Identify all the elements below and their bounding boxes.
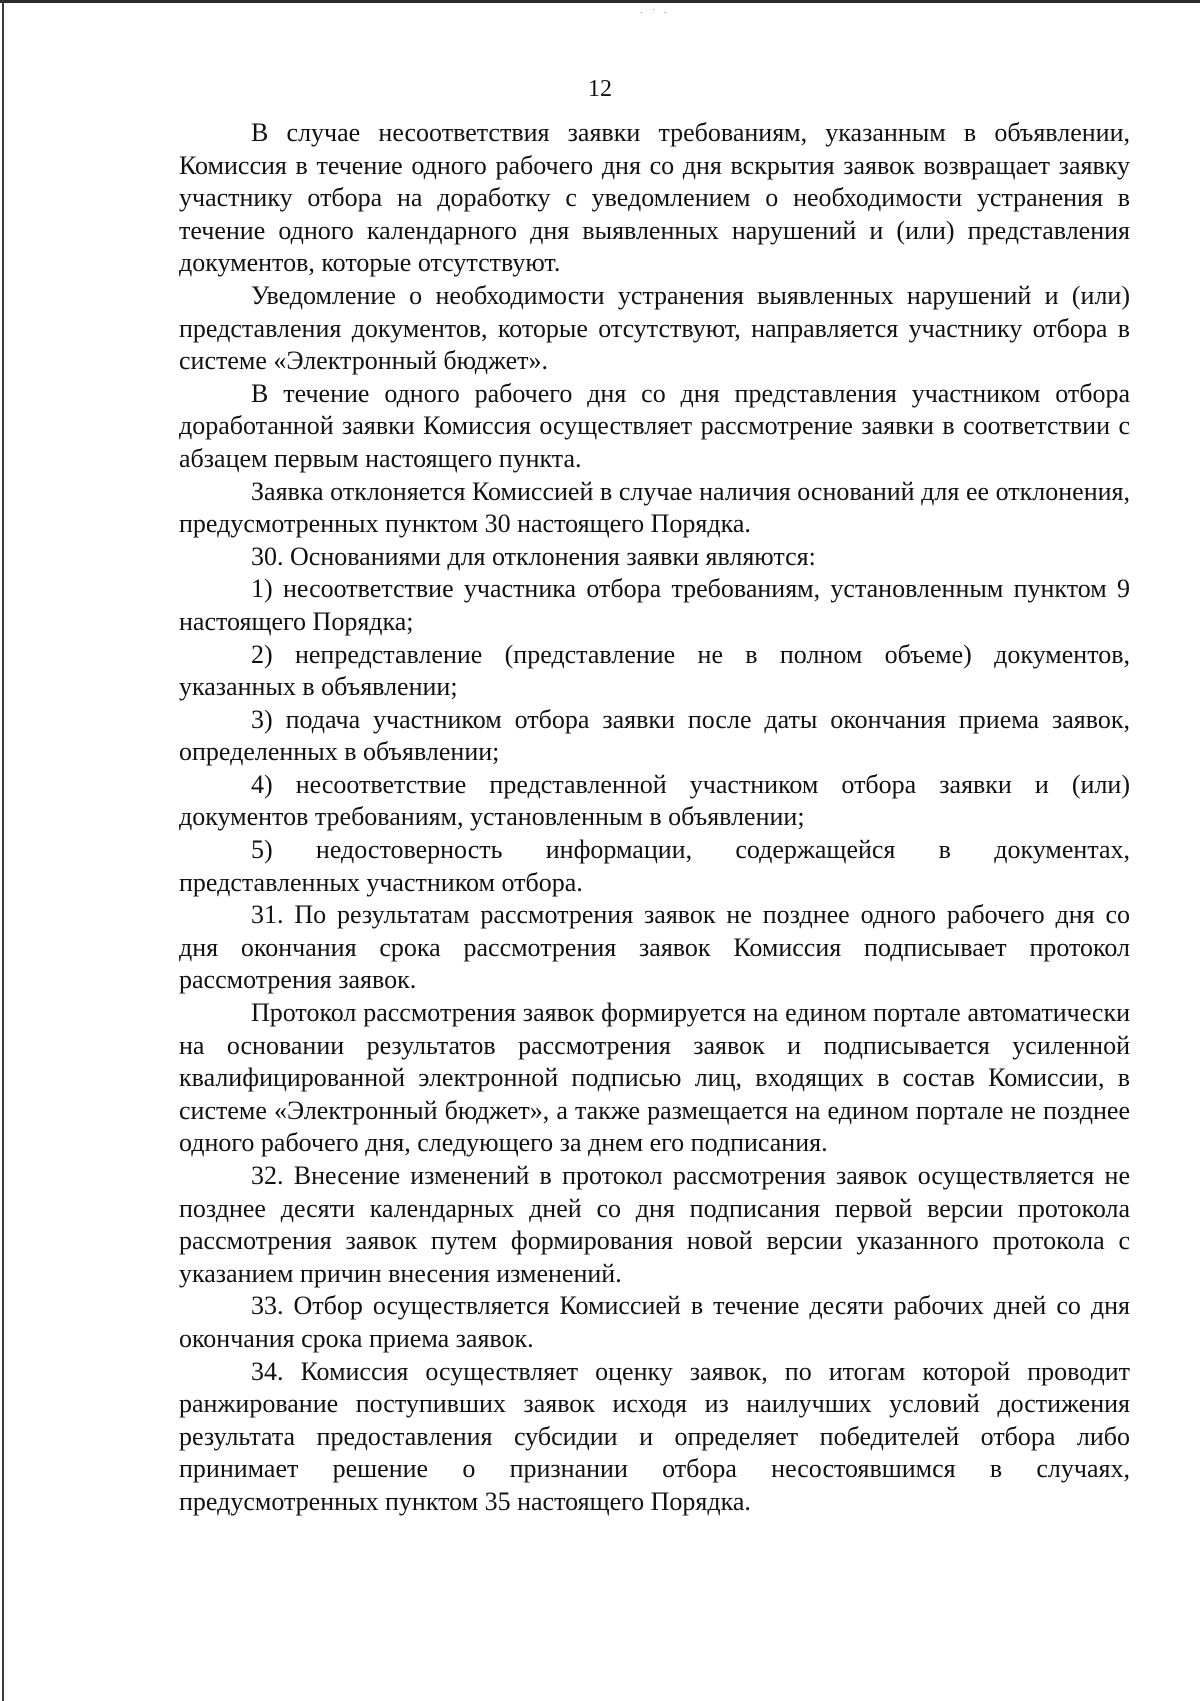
paragraph: 2) непредставление (представление не в полном объеме) документов, указанных в объявлении; (179, 639, 1130, 702)
paragraph: 3) подача участником отбора заявки после даты окончания приема заявок, определенных в объявлении; (179, 704, 1130, 767)
document-body (179, 117, 1130, 1519)
paragraph: 4) несоответствие представленной участником отбора заявки и (или) документов требованиям, установленным в объявлении; (179, 769, 1130, 832)
paragraph: 32. Внесение изменений в протокол рассмотрения заявок осуществляется не позднее десяти календарных дней со дня подписания первой версии протокола рассмотрения заявок путем формирования новой версии указанного протокола с указанием причин внесения изменений. (179, 1161, 1130, 1288)
paragraph: Заявка отклоняется Комиссией в случае наличия оснований для ее отклонения, предусмотренных пунктом 30 настоящего Порядка. (179, 476, 1130, 539)
paragraph: 31. По результатам рассмотрения заявок не позднее одного рабочего дня со дня окончания срока рассмотрения заявок Комиссия подписывает протокол рассмотрения заявок. (179, 900, 1130, 995)
paragraph: В случае несоответствия заявки требованиям, указанным в объявлении, Комиссия в течение одного рабочего дня со дня вскрытия заявок возвращает заявку участнику отбора на доработку с уведомлением о необходимости устранения в течение одного календарного дня выявленных нарушений и (или) представления документов, которые отсутствуют. (179, 118, 1130, 278)
scan-border-left (2, 0, 4, 1701)
scan-specks: · ˙ · (640, 8, 670, 19)
page-number: 12 (588, 76, 612, 102)
paragraph: Протокол рассмотрения заявок формируется на едином портале автоматически на основании результатов рассмотрения заявок и подписывается усиленной квалифицированной электронной подписью лиц, входящих в состав Комиссии, в системе «Электронный бюджет», а также размещается на едином портале не позднее одного рабочего дня, следующего за днем его подписания. (179, 998, 1130, 1158)
paragraph: Уведомление о необходимости устранения выявленных нарушений и (или) представления документов, которые отсутствуют, направляется участнику отбора в системе «Электронный бюджет». (179, 280, 1130, 376)
paragraph: 33. Отбор осуществляется Комиссией в течение десяти рабочих дней со дня окончания срока приема заявок. (179, 1291, 1130, 1353)
paragraph: В течение одного рабочего дня со дня представления участником отбора доработанной заявки Комиссия осуществляет рассмотрение заявки в соответствии с абзацем первым настоящего пункта. (179, 378, 1130, 473)
paragraph: 1) несоответствие участника отбора требованиям, установленным пунктом 9 настоящего Порядка; (179, 574, 1130, 636)
paragraph: 5) недостоверность информации, содержащейся в документах, представленных участником отбора. (179, 835, 1130, 897)
paragraph: 34. Комиссия осуществляет оценку заявок, по итогам которой проводит ранжирование поступивших заявок исходя из наилучших условий достижения результата предоставления субсидии и определяет победителей отбора либо принимает решение о признании отбора несостоявшимся в случаях, предусмотренных пунктом 35 настоящего Порядка. (179, 1356, 1130, 1516)
scan-border-top (0, 0, 1200, 3)
paragraph: 30. Основаниями для отклонения заявки являются: (251, 541, 816, 571)
